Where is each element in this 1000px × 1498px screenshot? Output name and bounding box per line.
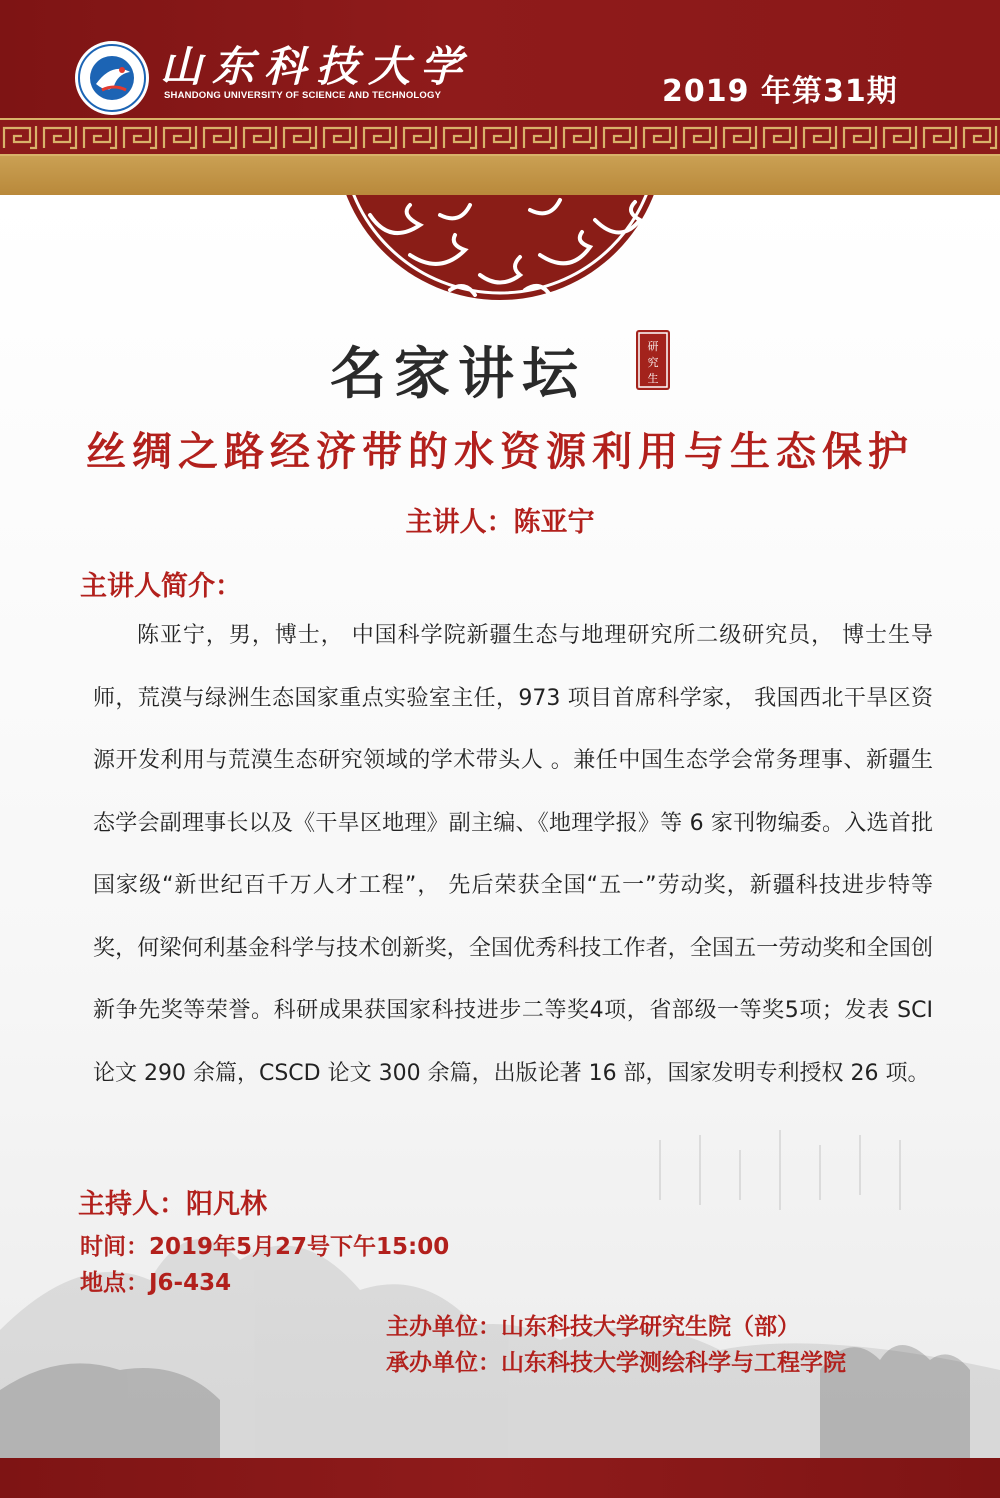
bio-heading: 主讲人简介： bbox=[80, 571, 242, 602]
issue-number: 2019 年第31期 bbox=[662, 74, 898, 109]
fret-pattern-band bbox=[0, 118, 1000, 156]
university-name-en: SHANDONG UNIVERSITY OF SCIENCE AND TECHNOLOGY bbox=[164, 90, 442, 101]
footer-band bbox=[0, 1458, 1000, 1498]
gold-band bbox=[0, 156, 1000, 195]
cloud-rosette-icon bbox=[330, 195, 670, 305]
svg-text:究: 究 bbox=[647, 356, 659, 369]
event-place: 地点：J6-434 bbox=[80, 1270, 232, 1296]
svg-text:研: 研 bbox=[647, 340, 659, 353]
seal-icon bbox=[636, 330, 670, 390]
speaker-bio: 陈亚宁，男，博士， 中国科学院新疆生态与地理研究所二级研究员， 博士生导师，荒漠与绿洲生态国家重点实验室主任，973 项目首席科学家， 我国西北干旱区资源开发利用与荒漠生态研究领域的学术带头人 。兼任中国生态学会常务理事、新疆生态学会副理事长以及《干旱区地理》副主编、《地理学报》等 6 家刊物编委。入选首批国家级“新世纪百千万人才工程”， 先后荣获全国“五一”劳动奖，新疆科技进步特等奖，何梁何利基金科学与技术创新奖，全国优秀科技工作者，全国五一劳动奖和全国创新争先奖等荣誉。科研成果获国家科技进步二等奖4项，省部级一等奖5项；发表 SCI 论文 290 余篇，CSCD 论文 300 余篇，出版论著 16 部，国家发明专利授权 26 项。 bbox=[93, 623, 933, 1086]
organizer: 主办单位：山东科技大学研究生院（部） bbox=[386, 1314, 800, 1340]
speaker-line: 主讲人：陈亚宁 bbox=[405, 507, 595, 538]
graduate-seal bbox=[636, 330, 670, 390]
talk-title: 丝绸之路经济带的水资源利用与生态保护 bbox=[86, 429, 914, 475]
university-logo-icon bbox=[74, 40, 150, 116]
header-band bbox=[0, 0, 1000, 195]
co-organizer: 承办单位：山东科技大学测绘科学与工程学院 bbox=[386, 1350, 846, 1376]
fret-pattern-icon bbox=[0, 120, 1000, 154]
event-time: 时间：2019年5月27号下午15:00 bbox=[80, 1234, 450, 1260]
svg-text:生: 生 bbox=[647, 372, 659, 385]
university-name-cn: 山东科技大学 bbox=[160, 42, 473, 91]
host-line: 主持人：阳凡林 bbox=[78, 1189, 267, 1220]
forum-title: 名家讲坛 bbox=[330, 341, 586, 407]
